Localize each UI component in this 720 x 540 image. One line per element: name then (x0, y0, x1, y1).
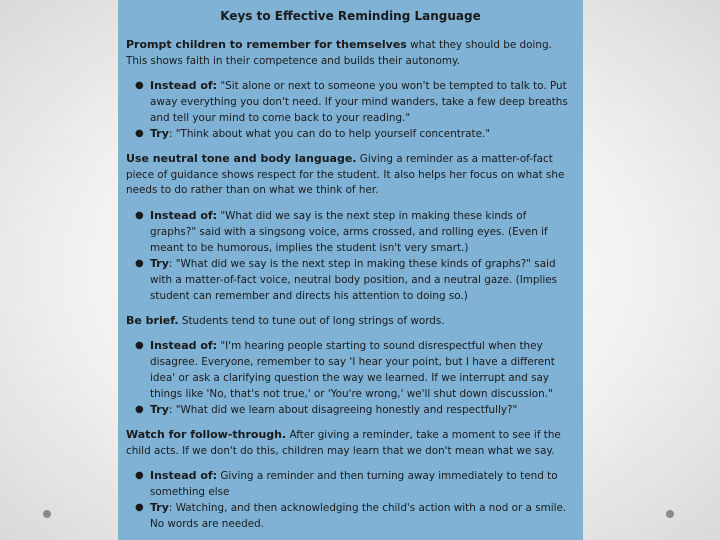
item-text: "I'm hearing people starting to sound disrespectful when they disagree. Everyone, remember to say 'I hear your point, but I have a different idea' or ask a clarifying question the way we learned. If we interrupt and say things like 'No, that's not true,' or 'You're wrong,' we'll shut down discussion." (150, 340, 555, 400)
item-text: : Watching, and then acknowledging the child's action with a nod or a smile. No words are needed. (150, 502, 567, 530)
list-item (135, 126, 575, 142)
list-item (135, 78, 575, 126)
item-text: "Sit alone or next to someone you won't be tempted to talk to. Put away everything you don't need. If your mind wanders, take a few deep breaths and tell your mind to come back to your reading." (150, 80, 568, 124)
item-label: Try (150, 403, 169, 416)
document-title: Keys to Effective Reminding Language (220, 9, 481, 23)
item-text: Giving a reminder and then turning away immediately to tend to something else (150, 470, 558, 498)
section-heading: Be brief. (126, 313, 179, 327)
example-list (126, 208, 575, 304)
item-label: Instead of: (150, 469, 218, 482)
example-list (126, 468, 575, 532)
item-text: : "What did we learn about disagreeing honestly and respectfully?" (168, 404, 518, 416)
list-item (135, 208, 575, 256)
bullet-icon: ● (135, 257, 144, 269)
item-text: : "Think about what you can do to help yourself concentrate." (168, 128, 491, 140)
section-lead (126, 313, 575, 330)
section-body: Students tend to tune out of long strings of words. (178, 314, 445, 327)
item-label: Instead of: (150, 339, 218, 352)
section-lead (126, 37, 575, 69)
section-heading: Use neutral tone and body language. (126, 152, 357, 165)
item-text: "What did we say is the next step in making these kinds of graphs?" said with a singsong voice, arms crossed, and rolling eyes. (Even if meant to be humorous, implies the student isn't very smart.) (150, 209, 548, 254)
item-label: Instead of: (150, 208, 218, 222)
section-heading: Watch for follow-through. (126, 428, 287, 441)
bullet-icon: ● (135, 470, 144, 481)
bullet-icon: ● (135, 209, 144, 221)
left-decorative-dot (43, 510, 51, 518)
bullet-icon: ● (135, 80, 144, 91)
item-text: : "What did we say is the next step in making these kinds of graphs?" said with a matter-of-fact voice, neutral body position, and a neutral gaze. (Implies student can remember and directs his attention to doing so.) (150, 257, 558, 302)
list-item (135, 500, 575, 532)
item-label: Instead of: (150, 79, 218, 92)
bullet-icon: ● (135, 502, 144, 513)
list-item (135, 338, 575, 402)
right-decorative-dot (666, 510, 674, 518)
item-label: Try (150, 256, 169, 270)
list-item (135, 256, 575, 304)
bullet-icon: ● (135, 404, 144, 415)
list-item (135, 468, 575, 500)
bullet-icon: ● (135, 340, 144, 351)
bullet-icon: ● (135, 128, 144, 139)
list-item (135, 402, 575, 418)
section-body: After giving a reminder, take a moment to see if the child acts. If we don't do this, children may learn that we don't mean what we say. (126, 429, 561, 457)
section-body: Giving a reminder as a matter-of-fact piece of guidance shows respect for the student. It also helps her focus on what she needs to do rather than on what we think of her. (126, 153, 565, 196)
example-list (126, 338, 575, 418)
section-lead (126, 427, 575, 459)
example-list (126, 78, 575, 142)
content-panel (118, 0, 583, 540)
item-label: Try (150, 127, 169, 140)
section-body: what they should be doing. This shows faith in their competence and builds their autonomy. (126, 39, 552, 67)
section-lead (126, 151, 575, 199)
item-label: Try (150, 501, 169, 514)
section-heading: Prompt children to remember for themselves (126, 38, 407, 51)
